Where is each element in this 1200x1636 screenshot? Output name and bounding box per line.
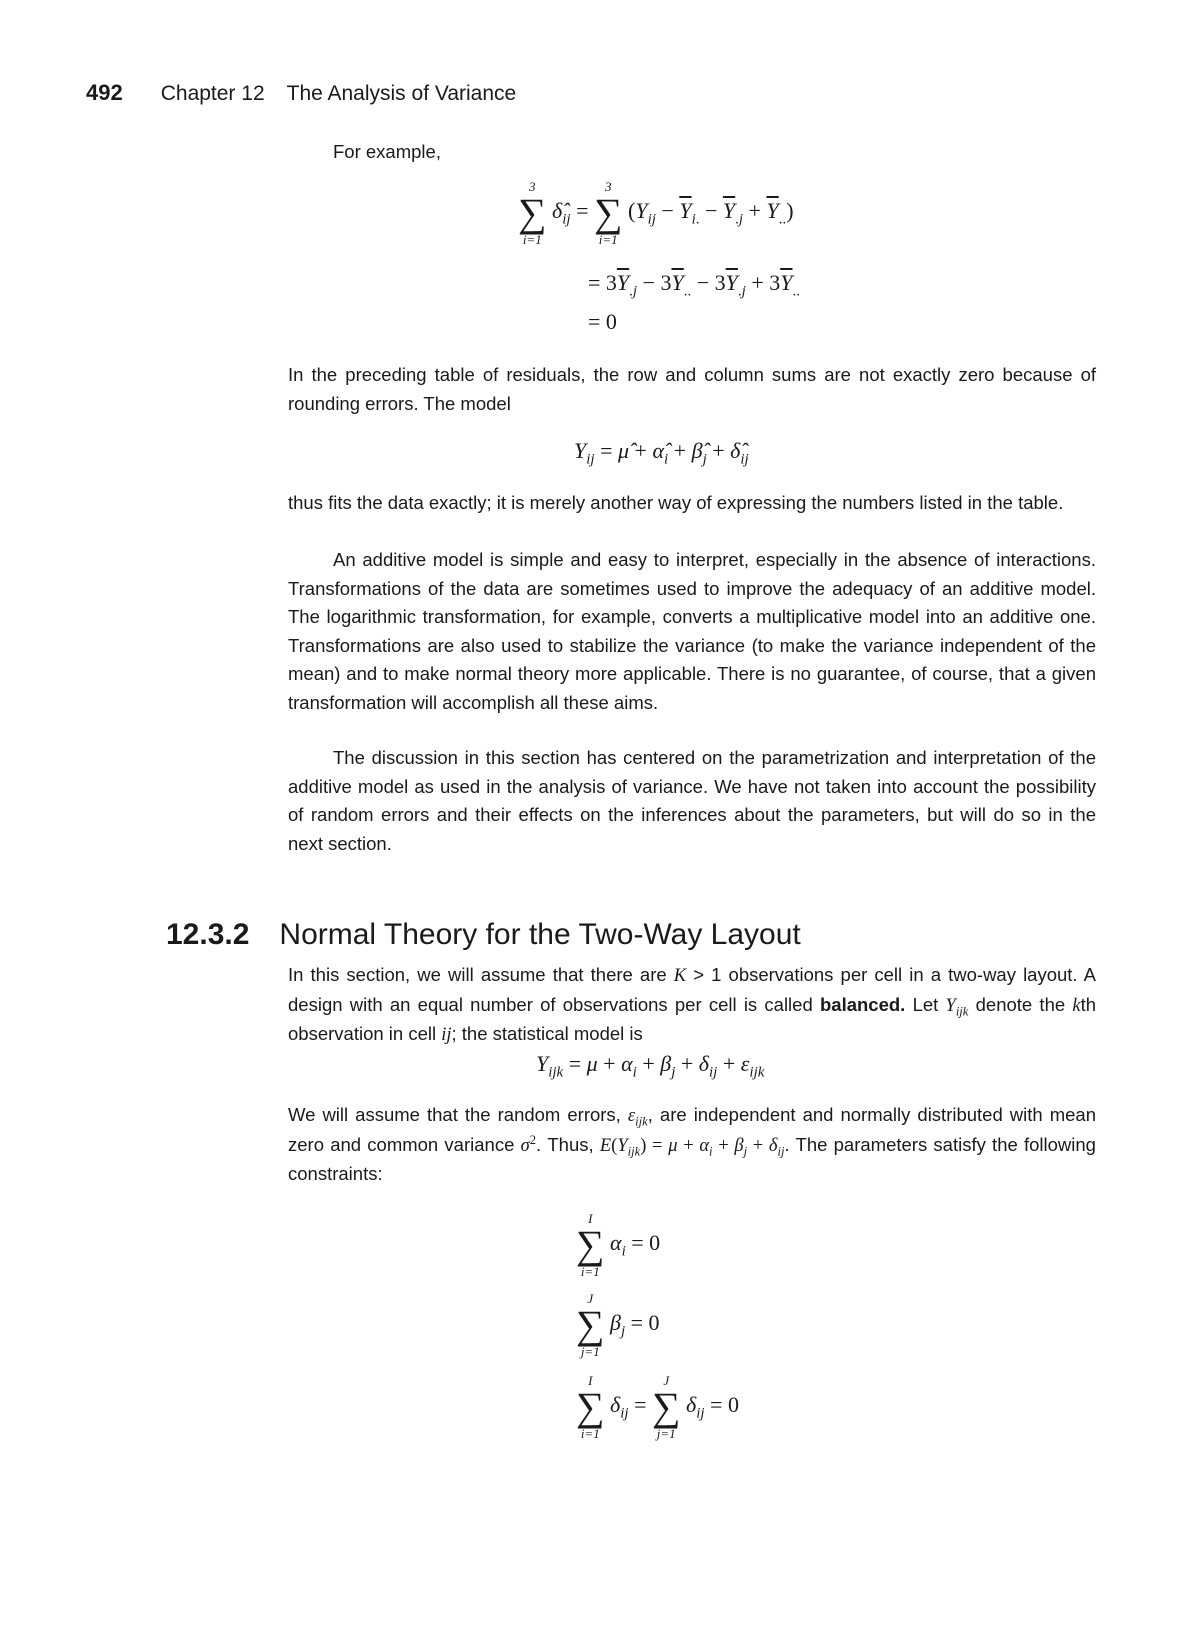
- constraint-delta: I ∑ i=1 $\delta_{ij}$ = J ∑ j=1 $\delta_{ij} = 0$: [576, 1373, 739, 1441]
- equation-sum-delta: 3 ∑ i=1 $\deltâ_{ij}$ = 3 ∑ i=1 $(Y_{ij} - \overline{Y}_{i.} - \overline{Y}_{.j} + \overline{Y}_{..})$: [518, 179, 794, 247]
- section-title: Normal Theory for the Two-Way Layout: [279, 918, 801, 951]
- page-number: 492: [86, 80, 123, 105]
- paragraph-discussion: The discussion in this section has centered on the parametrization and interpretation of the additive model as used in the analysis of variance. We have not taken into account the possibility of random errors and their effects on the inferences about the parameters, but will do so in the next section.: [288, 747, 1096, 854]
- chapter-label: Chapter 12: [160, 82, 265, 105]
- section-number: 12.3.2: [166, 918, 250, 951]
- paragraph-additive: An additive model is simple and easy to interpret, especially in the absence of interactions. Transformations of the data are sometimes used to improve the adequacy of an additive model. The logarithmic transformation, for example, converts a multiplicative model into an additive one. Transformations are also used to stabilize the variance (to make the variance independent of the mean) and to make normal theory more applicable. There is no guarantee, of course, that a given transformation will accomplish all these aims.: [288, 549, 1096, 713]
- equation-model: $Y_{ij}$ = μ̂ + $\alphâ_i$ + $\betâ_j$ + $\deltâ_{ij}$: [574, 438, 749, 468]
- paragraph-assumptions: We will assume that the random errors, $\varepsilon_{ijk}$, are independent and normally distributed with mean zero and common variance $\sigma^2$. Thus, $E(Y_{ijk}) = \mu + \alpha_i + \beta_j + \delta_{ij}$. The parameters satisfy the following constraints:: [288, 1104, 1097, 1184]
- running-header: [86, 80, 516, 106]
- paragraph-residuals: In the preceding table of residuals, the row and column sums are not exactly zero because of rounding errors. The model: [288, 364, 1096, 414]
- equation-statistical-model: $Y_{ijk} = \mu + \alpha_i + \beta_j + \delta_{ij} + \varepsilon_{ijk}$: [536, 1051, 765, 1081]
- equation-step-2: = $3\overline{Y}_{.j} - 3\overline{Y}_{..} - 3\overline{Y}_{.j} + 3\overline{Y}_{..}$: [588, 270, 800, 300]
- paragraph-section-intro: In this section, we will assume that there are K > 1 observations per cell in a two-way layout. A design with an equal number of observations per cell is called balanced. Let $Y_{ijk}$ denote the kth observation in cell ij; the statistical model is: [288, 964, 1097, 1045]
- section-heading: [166, 918, 801, 952]
- constraint-beta: J ∑ j=1 $\beta_j = 0$: [576, 1291, 660, 1359]
- intro-text: For example,: [333, 141, 441, 162]
- chapter-title: The Analysis of Variance: [286, 82, 517, 105]
- constraint-alpha: I ∑ i=1 $\alpha_i = 0$: [576, 1211, 661, 1279]
- equation-step-3: = 0: [588, 309, 617, 334]
- paragraph-fits: thus fits the data exactly; it is merely another way of expressing the numbers listed in the table.: [288, 492, 1064, 513]
